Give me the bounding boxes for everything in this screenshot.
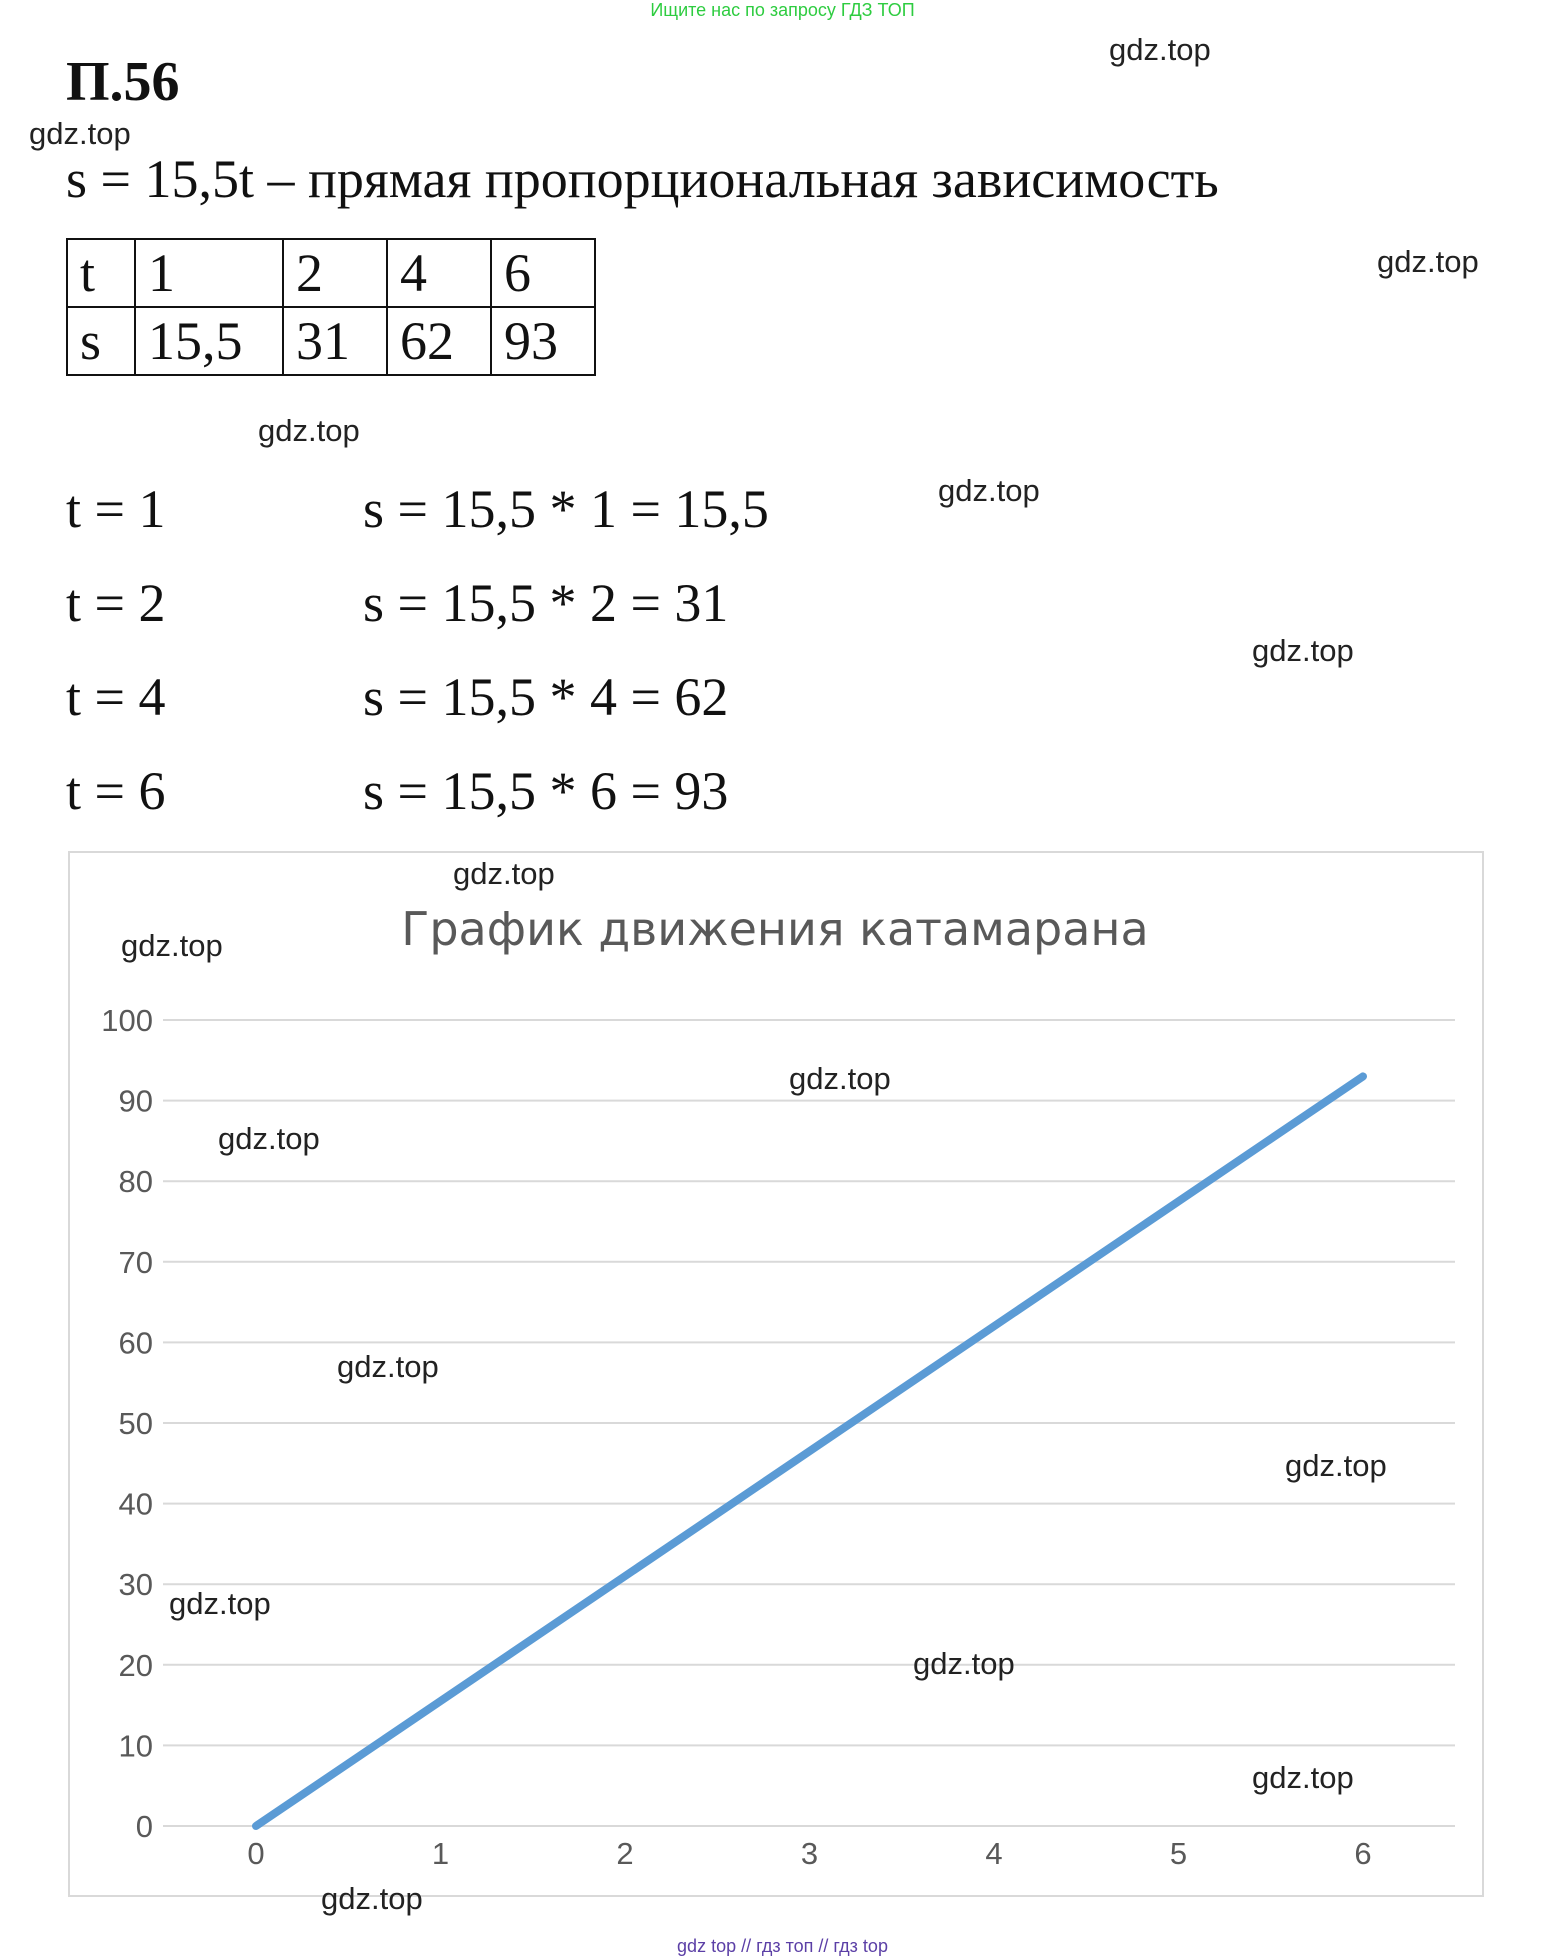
watermark-text: gdz.top [1285, 1448, 1387, 1483]
x-tick-label: 5 [1169, 1836, 1188, 1871]
y-tick-label: 80 [118, 1164, 153, 1200]
y-tick-label: 20 [118, 1647, 153, 1683]
calc-s-expression: s = 15,5 * 2 = 31 [363, 573, 729, 633]
y-tick-label: 0 [135, 1809, 153, 1844]
table-cell: 31 [283, 307, 387, 375]
watermark-text: gdz.top [169, 1586, 271, 1621]
x-tick-label: 4 [985, 1836, 1003, 1871]
x-tick-label: 1 [431, 1836, 450, 1871]
x-tick-label: 6 [1354, 1836, 1372, 1871]
x-tick-label: 0 [247, 1836, 265, 1871]
table-cell: 2 [283, 239, 387, 307]
watermark-text: gdz.top [1109, 32, 1211, 67]
watermark-text: gdz.top [1252, 633, 1354, 668]
y-tick-label: 10 [118, 1728, 153, 1764]
watermark-text: gdz.top [258, 413, 360, 448]
bottom-banner: gdz top // гдз топ // гдз top [677, 1936, 888, 1956]
x-tick-label: 3 [800, 1836, 819, 1871]
watermark-text: gdz.top [913, 1646, 1015, 1681]
table-cell: 6 [491, 239, 595, 307]
table-cell: 1 [135, 239, 283, 307]
calc-t-label: t = 1 [66, 479, 166, 539]
series-line [256, 1076, 1363, 1826]
watermark-text: gdz.top [321, 1881, 423, 1916]
y-tick-label: 70 [118, 1244, 153, 1280]
watermark-text: gdz.top [121, 928, 223, 963]
formula-line: s = 15,5t – прямая пропорциональная зависимость [66, 149, 1219, 209]
y-tick-label: 60 [118, 1325, 153, 1361]
x-tick-label: 2 [616, 1836, 634, 1871]
table-cell: 62 [387, 307, 491, 375]
chart-title: График движения катамарана [401, 902, 1149, 956]
watermark-text: gdz.top [337, 1349, 439, 1384]
y-tick-label: 90 [118, 1083, 153, 1119]
y-tick-label: 30 [118, 1567, 153, 1603]
table-cell: s [67, 307, 135, 375]
table-cell: 93 [491, 307, 595, 375]
table-cell: t [67, 239, 135, 307]
table-cell: 4 [387, 239, 491, 307]
watermark-text: gdz.top [938, 473, 1040, 508]
calc-s-expression: s = 15,5 * 1 = 15,5 [363, 479, 769, 539]
calc-t-label: t = 4 [66, 667, 166, 727]
y-tick-label: 100 [101, 1003, 153, 1038]
calc-t-label: t = 2 [66, 573, 166, 633]
y-tick-label: 50 [118, 1406, 153, 1441]
table-cell: 15,5 [135, 307, 283, 375]
calc-s-expression: s = 15,5 * 6 = 93 [363, 761, 729, 821]
watermark-text: gdz.top [29, 116, 131, 151]
problem-title: П.56 [66, 51, 180, 113]
watermark-text: gdz.top [453, 856, 555, 891]
watermark-text: gdz.top [218, 1121, 320, 1156]
watermark-text: gdz.top [789, 1061, 891, 1096]
y-tick-label: 40 [118, 1486, 153, 1522]
watermark-text: gdz.top [1252, 1760, 1354, 1795]
calc-t-label: t = 6 [66, 761, 166, 821]
calc-s-expression: s = 15,5 * 4 = 62 [363, 667, 729, 727]
watermark-text: gdz.top [1377, 244, 1479, 279]
top-banner: Ищите нас по запросу ГДЗ ТОП [650, 0, 915, 20]
